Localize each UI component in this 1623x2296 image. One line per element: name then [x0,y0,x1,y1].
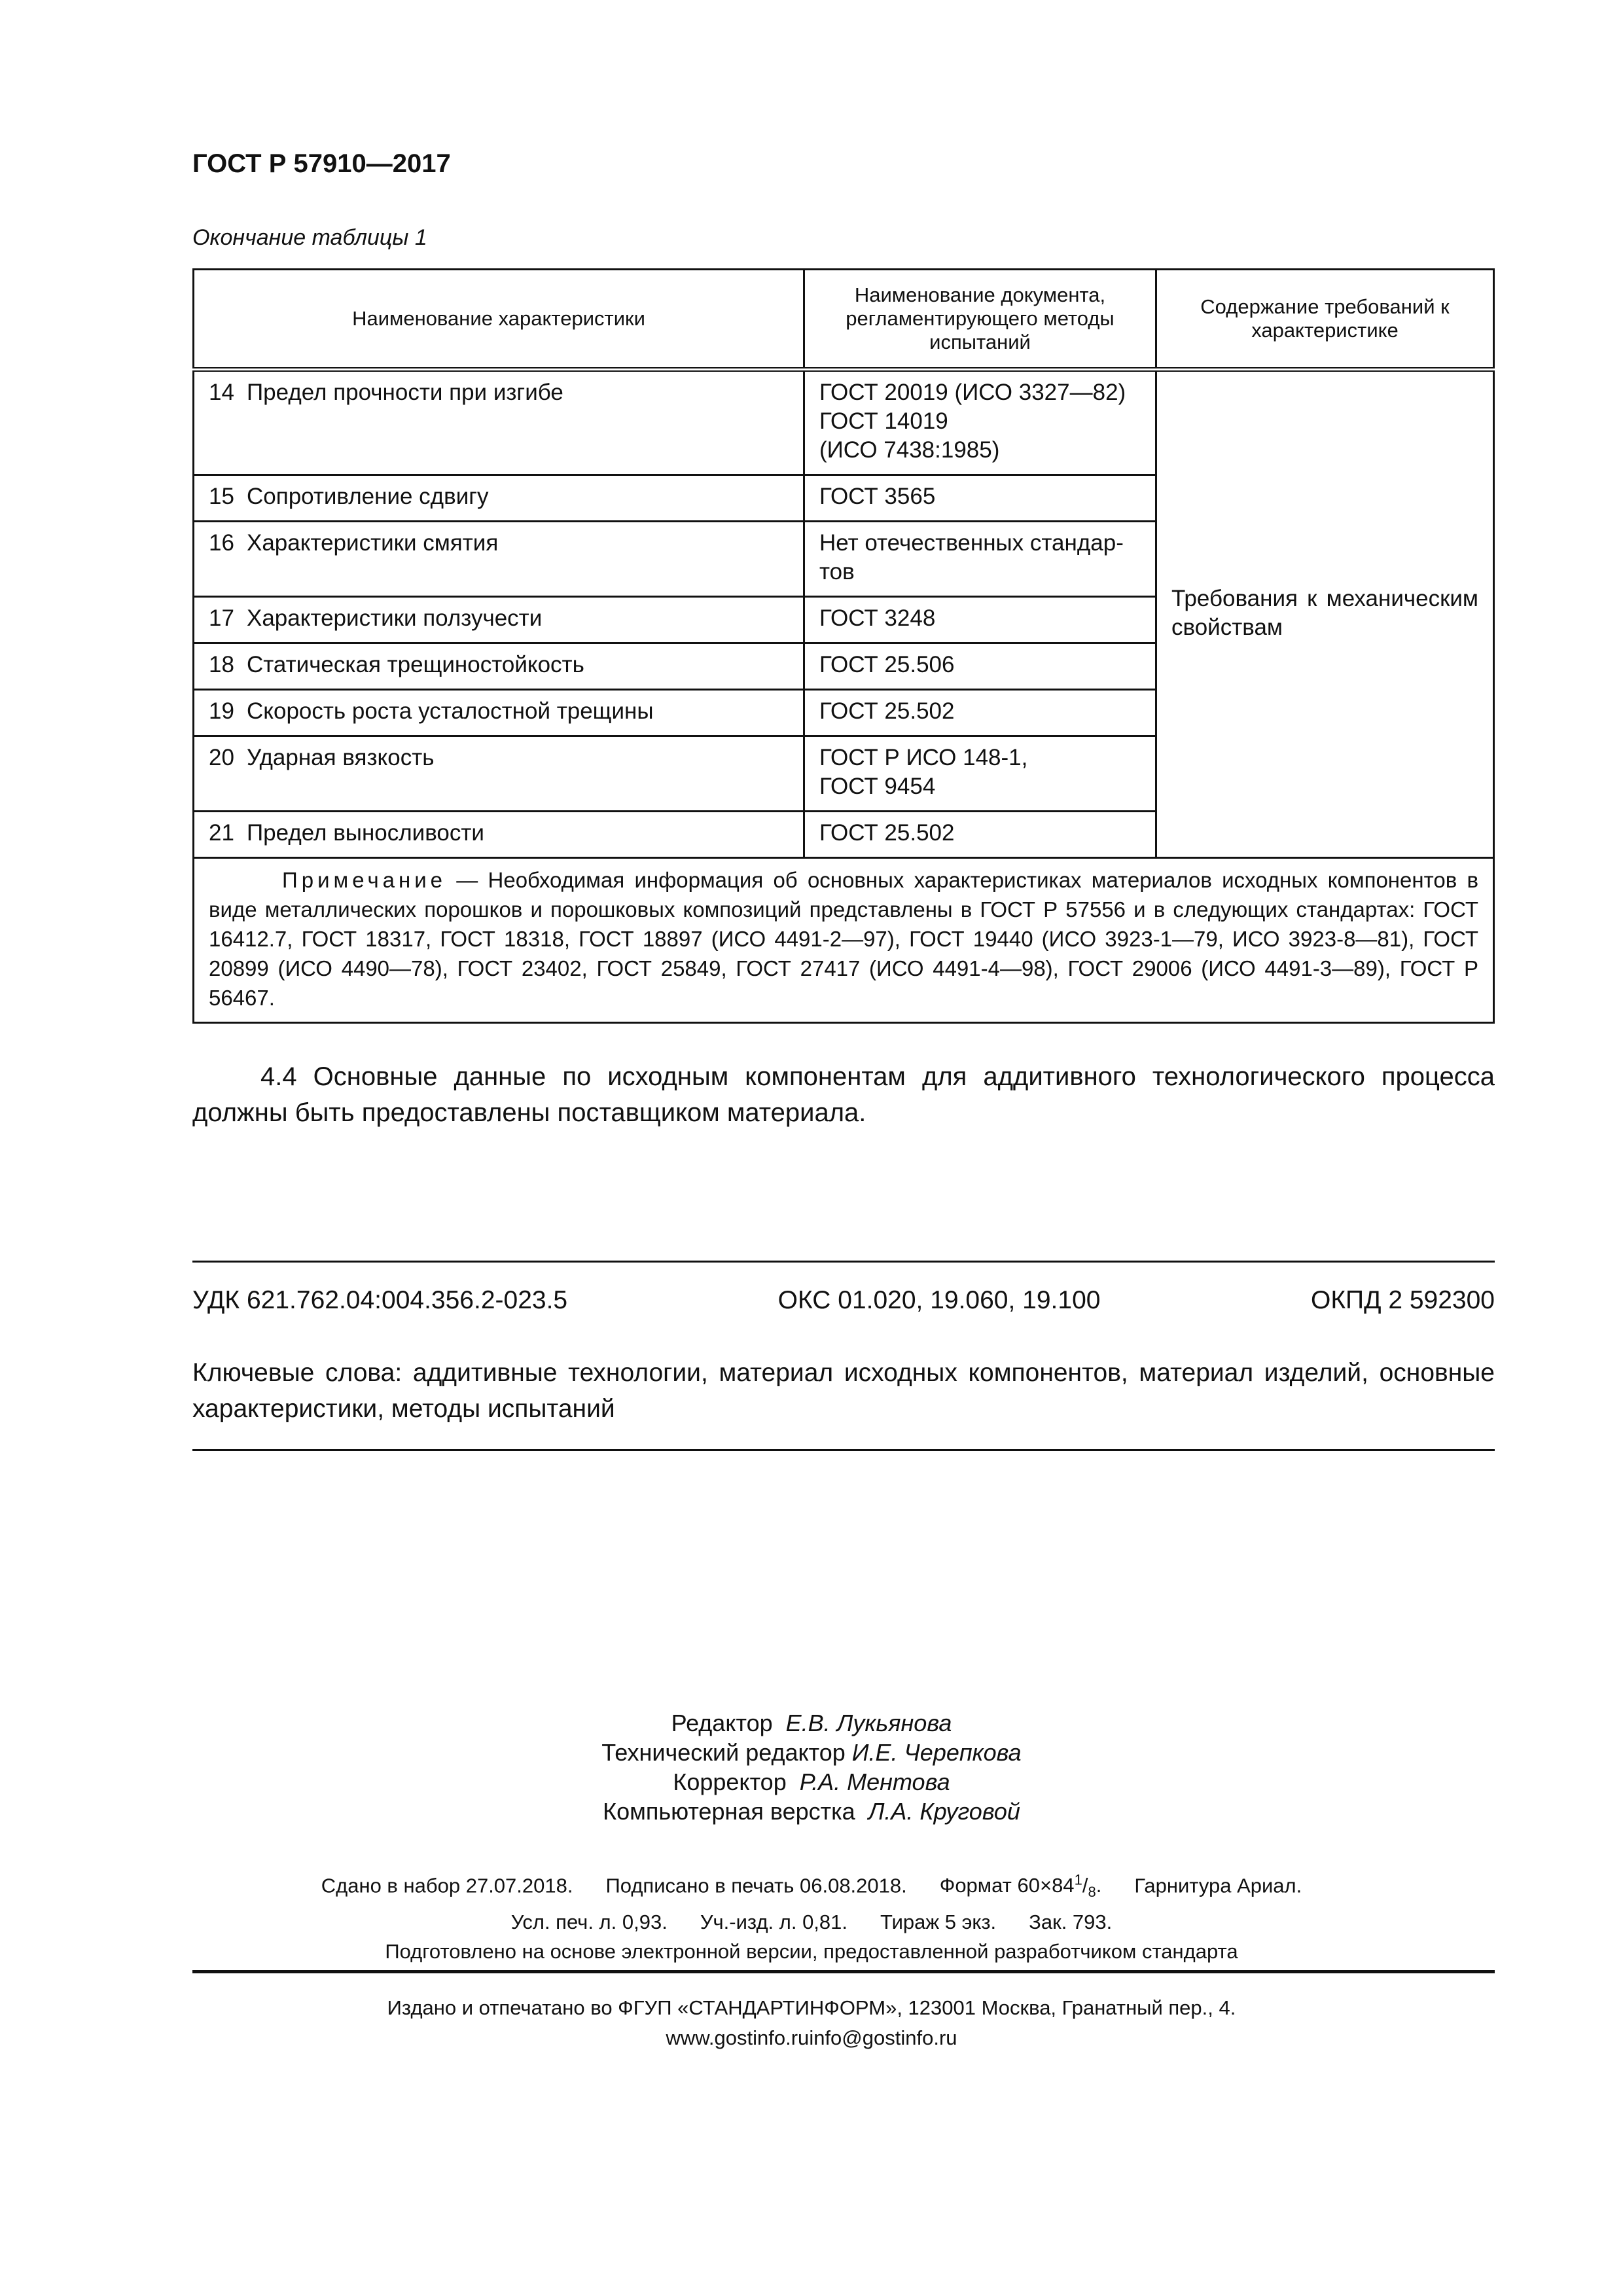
imprint-line [0,1907,1623,1937]
characteristic-cell [194,597,804,643]
characteristic-name: Характеристики смятия [247,530,499,556]
column-header-test-document: Наименование документа, регламентирующего методы испытаний [804,270,1156,370]
table-row [194,370,1494,475]
table-header-row [194,270,1494,370]
imprint-format: Формат $60\times 84^1/_8$. [939,1872,1102,1901]
editor-name: И.Е. Черепкова [851,1739,1022,1766]
column-header-requirements: Содержание требований к характеристике [1156,270,1494,370]
characteristic-cell [194,690,804,736]
characteristic-name: Статическая трещиностойкость [247,652,584,677]
imprint-block [0,1865,1623,1966]
imprint-print-sheets: Усл. печ. л. 0,93. [510,1910,668,1933]
editor-line [0,1767,1623,1797]
characteristic-name: Характеристики ползучести [247,605,543,631]
characteristic-cell [194,522,804,597]
table-note [194,858,1494,1023]
editor-line [0,1797,1623,1826]
row-number: 21 [209,820,234,846]
characteristic-name: Ударная вязкость [247,745,435,770]
publisher-line: Издано и отпечатано во ФГУП «СТАНДАРТИНФОРМ», 123001 Москва, Гранатный пер., 4. [387,1996,1236,2019]
row-number: 15 [209,484,234,509]
imprint-typeface: Гарнитура Ариал. [1134,1874,1302,1897]
test-document-cell [804,643,1156,690]
publisher-site-link[interactable]: www.gostinfo.ru [666,2026,810,2049]
divider [192,1449,1495,1451]
editor-role: Редактор [671,1710,773,1736]
document-line: ГОСТ Р ИСО 148-1, [819,745,1028,770]
note-text: — Необходимая информация об основных характеристиках материалов исходных компонентов в виде металлических порошков и порошковых композиций представлены в ГОСТ Р 57556 и в следующих стандартах: ГОСТ 16412.7, ГОСТ 18317, ГОСТ 18318, ГОСТ 18897 (ИСО 4491-2—97), ГОСТ 19440 (ИСО 3923-1—79, ИСО 3923-8—81), ГОСТ 20899 (ИСО 4490—78), ГОСТ 23402, ГОСТ 25849, ГОСТ 27417 (ИСО 4491-4—98), ГОСТ 29006 (ИСО 4491-3—89), ГОСТ Р 56467. [209,868,1478,1010]
characteristic-name: Предел прочности при изгибе [247,380,563,405]
editor-line [0,1708,1623,1738]
table-caption: Окончание таблицы 1 [192,225,427,250]
characteristics-table [192,268,1495,1024]
imprint-signed: Подписано в печать 06.08.2018. [605,1874,907,1897]
udk-code: УДК 621.762.04:004.356.2-023.5 [192,1286,568,1314]
document-title: ГОСТ Р 57910—2017 [192,149,451,178]
characteristic-cell [194,736,804,812]
document-line: Нет отечественных стандар- [819,530,1124,556]
divider [192,1261,1495,1263]
format-base: Формат 60×84 [939,1874,1075,1897]
editor-role: Компьютерная верстка [603,1798,855,1825]
keywords: Ключевые слова: аддитивные технологии, материал исходных компонентов, материал изделий, основные характеристики, методы испытаний [192,1359,1495,1423]
paragraph-text: 4.4 Основные данные по исходным компонентам для аддитивного технологического процесса должны быть предоставлены поставщиком материала. [192,1062,1495,1127]
publisher-block [0,1993,1623,2053]
characteristic-name: Скорость роста усталостной трещины [247,698,654,724]
editor-name: Р.А. Ментова [799,1768,950,1795]
document-line: ГОСТ 25.502 [819,820,955,846]
document-line: ГОСТ 25.502 [819,698,955,724]
imprint-prepared: Подготовлено на основе электронной версии, предоставленной разработчиком стандарта [385,1939,1238,1963]
document-line: ГОСТ 14019 [819,408,948,434]
paragraph-4-4 [192,1059,1495,1131]
characteristic-cell [194,370,804,475]
requirements-cell: Требования к механическим свойствам [1156,370,1494,858]
column-header-characteristic: Наименование характеристики [194,270,804,370]
test-document-cell [804,370,1156,475]
test-document-cell [804,597,1156,643]
imprint-order: Зак. 793. [1029,1910,1113,1933]
test-document-cell [804,690,1156,736]
imprint-run: Тираж 5 экз. [880,1910,997,1933]
note-label: Примечание [282,868,447,892]
editor-name: Л.А. Круговой [868,1798,1020,1825]
document-line: (ИСО 7438:1985) [819,437,1000,463]
classification-codes [192,1286,1495,1315]
format-numerator: 1 [1074,1872,1082,1888]
publisher-email-link[interactable]: info@gostinfo.ru [809,2026,957,2049]
characteristic-name: Предел выносливости [247,820,484,846]
table-note-row [194,858,1494,1023]
document-line: тов [819,559,855,584]
editors-block [0,1708,1623,1826]
imprint-line [0,1937,1623,1966]
characteristic-cell [194,475,804,522]
imprint-line [0,1865,1623,1907]
row-number: 17 [209,605,234,631]
document-line: ГОСТ 9454 [819,774,936,799]
characteristic-cell [194,643,804,690]
characteristic-cell [194,812,804,858]
document-line: ГОСТ 3248 [819,605,936,631]
document-line: ГОСТ 3565 [819,484,936,509]
test-document-cell [804,522,1156,597]
imprint-submitted: Сдано в набор 27.07.2018. [321,1874,573,1897]
editor-line [0,1738,1623,1767]
format-denominator: 8 [1088,1884,1096,1901]
editor-role: Технический редактор [601,1739,846,1766]
row-number: 20 [209,745,234,770]
document-line: ГОСТ 20019 (ИСО 3327—82) [819,380,1126,405]
test-document-cell [804,812,1156,858]
editor-name: Е.В. Лукьянова [785,1710,952,1736]
okpd-code: ОКПД 2 592300 [1311,1286,1495,1314]
test-document-cell [804,736,1156,812]
row-number: 16 [209,530,234,556]
imprint-pub-sheets: Уч.-изд. л. 0,81. [700,1910,848,1933]
test-document-cell [804,475,1156,522]
divider [192,1970,1495,1973]
oks-code: ОКС 01.020, 19.060, 19.100 [777,1286,1101,1314]
row-number: 18 [209,652,234,677]
document-line: ГОСТ 25.506 [819,652,955,677]
publisher-contacts [0,2023,1623,2053]
editor-role: Корректор [673,1768,787,1795]
row-number: 19 [209,698,234,724]
characteristic-name: Сопротивление сдвигу [247,484,489,509]
row-number: 14 [209,380,234,405]
